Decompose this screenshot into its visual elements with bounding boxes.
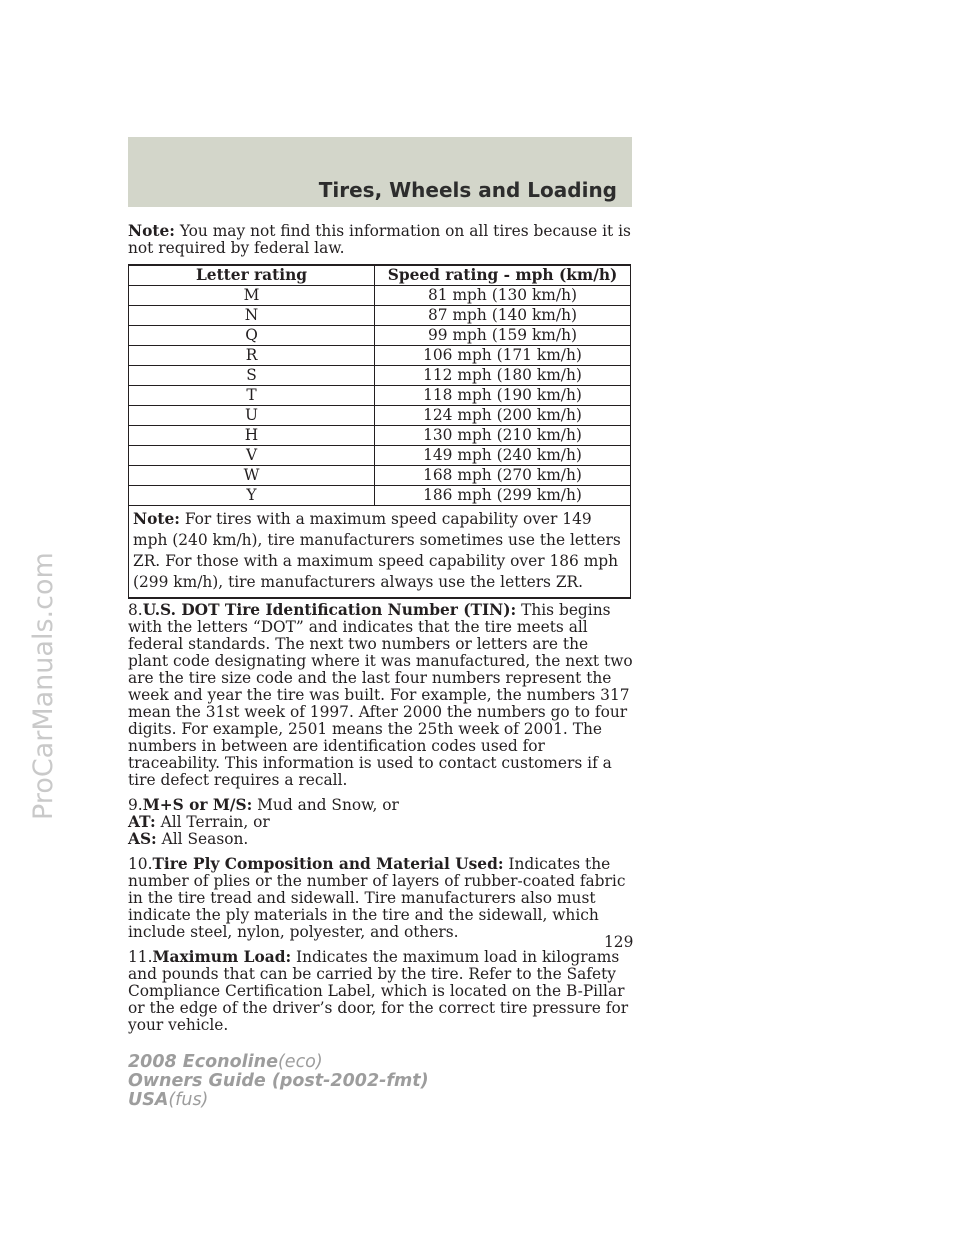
speed-cell: 124 mph (200 km/h) (375, 406, 631, 426)
speed-cell: 99 mph (159 km/h) (375, 326, 631, 346)
intro-note-label: Note: (128, 222, 175, 240)
letter-cell: T (129, 386, 375, 406)
letter-cell: N (129, 306, 375, 326)
speed-cell: 81 mph (130 km/h) (375, 286, 631, 306)
letter-cell: V (129, 446, 375, 466)
item-label: Maximum Load: (152, 948, 292, 966)
item-text: Indicates the number of plies or the number of layers of rubber-coated fabric in the tire tread and sidewall. Tire manufacturers also must indicate the ply materials in the tire and the sidewall, which include steel, nylon, polyester, and others. (128, 855, 626, 941)
speed-rating-table (128, 264, 631, 599)
item-ply (128, 856, 633, 941)
letter-cell: S (129, 366, 375, 386)
item-label: U.S. DOT Tire Identification Number (TIN): (142, 601, 517, 619)
table-row (129, 346, 631, 366)
item-tin (128, 602, 633, 789)
item-ms (128, 797, 633, 848)
footer-line-1 (128, 1053, 429, 1072)
speed-cell: 106 mph (171 km/h) (375, 346, 631, 366)
section-title: Tires, Wheels and Loading (318, 178, 617, 202)
watermark-text: ProCarManuals.com (28, 552, 59, 820)
table-row (129, 426, 631, 446)
speed-cell: 118 mph (190 km/h) (375, 386, 631, 406)
table-row (129, 286, 631, 306)
item-number: 10. (128, 855, 153, 873)
footer-market: USA (128, 1090, 169, 1110)
at-text: All Terrain, or (155, 813, 270, 831)
page-number: 129 (604, 933, 634, 951)
footer-model: 2008 Econoline (128, 1052, 278, 1072)
speed-cell: 112 mph (180 km/h) (375, 366, 631, 386)
table-row (129, 406, 631, 426)
table-note-text: For tires with a maximum speed capability over 149 mph (240 km/h), tire manufacturers sometimes use the letters ZR. For those with a maximum speed capability over 186 mph (299 km/h), tire manufacturers always use the letters ZR. (133, 510, 621, 591)
table-row (129, 446, 631, 466)
letter-cell: H (129, 426, 375, 446)
letter-cell: W (129, 466, 375, 486)
footer-market-code: (fus) (168, 1090, 209, 1110)
as-label: AS: (128, 830, 157, 848)
watermark (28, 552, 59, 850)
item-text: Indicates the maximum load in kilograms and pounds that can be carried by the tire. Refer to the Safety Compliance Certification Label, which is located on the B-Pillar or the edge of the driver’s door, for the correct tire pressure for your vehicle. (128, 948, 629, 1034)
letter-cell: Y (129, 486, 375, 506)
section-header-band (128, 137, 632, 207)
item-text: Mud and Snow, or (252, 796, 399, 814)
table-note (129, 506, 631, 599)
letter-cell: Q (129, 326, 375, 346)
table-row (129, 306, 631, 326)
item-label: M+S or M/S: (142, 796, 253, 814)
letter-cell: U (129, 406, 375, 426)
speed-cell: 149 mph (240 km/h) (375, 446, 631, 466)
speed-table-header-row (129, 265, 631, 286)
page-content (128, 223, 633, 1034)
table-row (129, 366, 631, 386)
speed-cell: 87 mph (140 km/h) (375, 306, 631, 326)
footer-line-3 (128, 1091, 429, 1110)
table-row (129, 486, 631, 506)
footer-model-code: (eco) (277, 1052, 323, 1072)
item-text: This begins with the letters “DOT” and indicates that the tire meets all federal standards. The next two numbers or letters are the plant code designating where it was manufactured, the next two are the tire size code and the last four numbers represent the week and year the tire was built. For example, the numbers 317 mean the 31st week of 1997. After 2000 the numbers go to four digits. For example, 2501 means the 25th week of 2001. The numbers in between are identification codes used for traceability. This information is used to contact customers if a tire defect requires a recall. (128, 601, 633, 789)
speed-cell: 186 mph (299 km/h) (375, 486, 631, 506)
letter-rating-header: Letter rating (129, 265, 375, 286)
table-note-label: Note: (133, 510, 180, 528)
letter-cell: R (129, 346, 375, 366)
at-label: AT: (128, 813, 156, 831)
item-label: Tire Ply Composition and Material Used: (152, 855, 504, 873)
item-number: 8. (128, 601, 143, 619)
item-load (128, 949, 633, 1034)
document-footer (128, 1053, 429, 1110)
table-row (129, 326, 631, 346)
footer-guide: Owners Guide (post-2002-fmt) (128, 1071, 429, 1091)
item-number: 9. (128, 796, 143, 814)
table-note-row (129, 506, 631, 599)
table-row (129, 466, 631, 486)
as-text: All Season. (156, 830, 249, 848)
letter-cell: M (129, 286, 375, 306)
intro-note-text: You may not find this information on all tires because it is not required by federal law. (128, 222, 631, 257)
speed-cell: 168 mph (270 km/h) (375, 466, 631, 486)
footer-line-2 (128, 1072, 429, 1091)
intro-note (128, 223, 633, 257)
speed-cell: 130 mph (210 km/h) (375, 426, 631, 446)
table-row (129, 386, 631, 406)
speed-rating-header: Speed rating - mph (km/h) (375, 265, 631, 286)
item-number: 11. (128, 948, 153, 966)
